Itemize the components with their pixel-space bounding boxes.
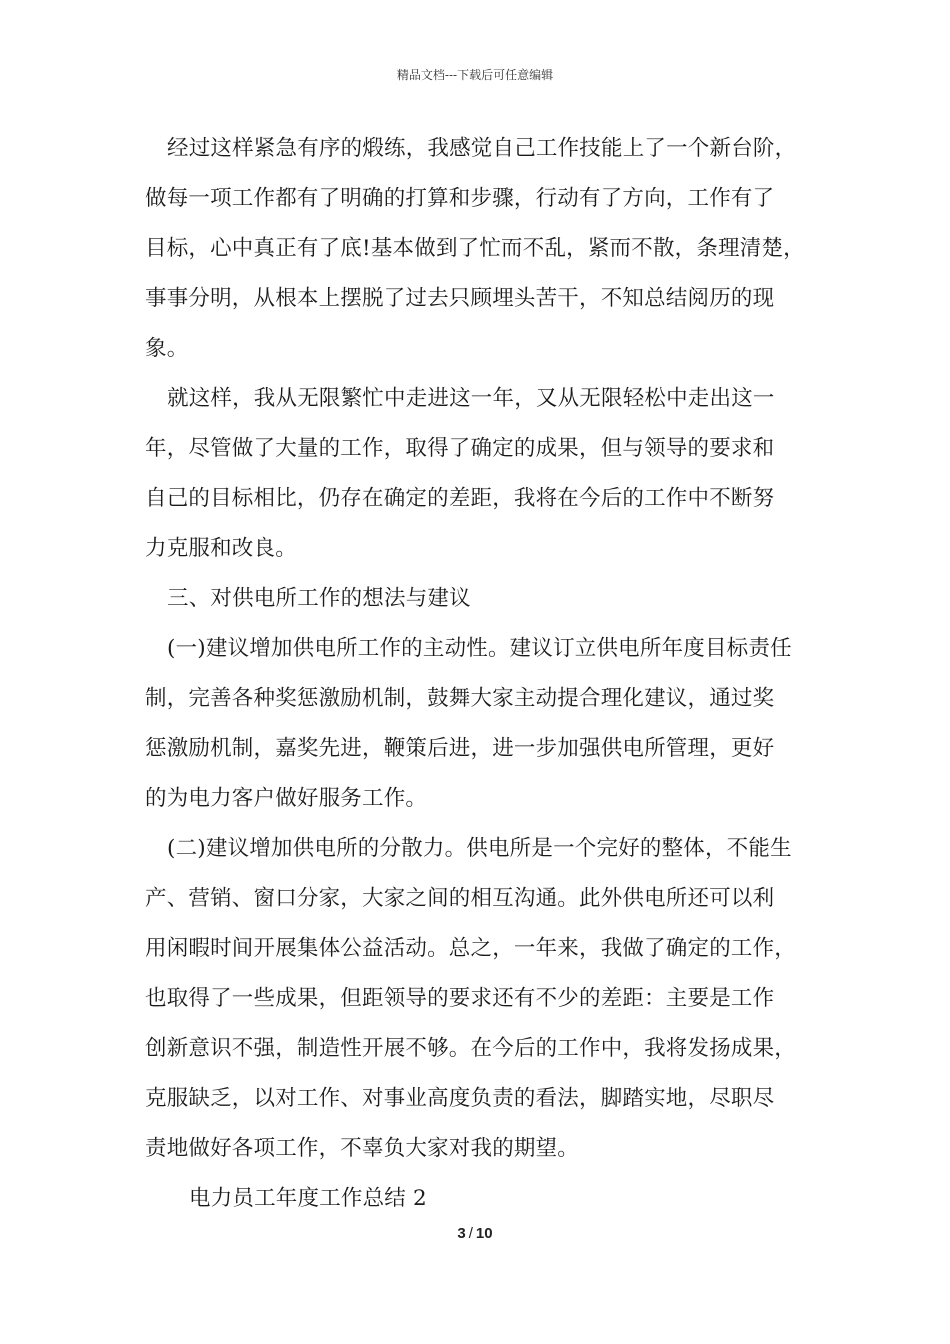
section-title (145, 1174, 815, 1224)
page-separator: / (468, 1225, 473, 1242)
text-line: (一)建议增加供电所工作的主动性。建议订立供电所年度目标责任 (167, 636, 792, 661)
text-line: 也取得了一些成果，但距领导的要求还有不少的差距：主要是工作 (145, 986, 775, 1011)
text-line: 就这样，我从无限繁忙中走进这一年，又从无限轻松中走出这一 (167, 386, 775, 411)
text-line: (二)建议增加供电所的分散力。供电所是一个完好的整体，不能生 (167, 836, 792, 861)
text-line: 年，尽管做了大量的工作，取得了确定的成果，但与领导的要求和 (145, 436, 775, 461)
text-line: 制，完善各种奖惩激励机制，鼓舞大家主动提合理化建议，通过奖 (145, 686, 775, 711)
text-line: 的为电力客户做好服务工作。 (145, 786, 428, 811)
text-line: 电力员工年度工作总结 2 (189, 1186, 427, 1211)
text-line: 创新意识不强，制造性开展不够。在今后的工作中，我将发扬成果， (145, 1036, 797, 1061)
text-line: 三、对供电所工作的想法与建议 (167, 586, 471, 611)
paragraph (145, 124, 815, 374)
text-line: 做每一项工作都有了明确的打算和步骤，行动有了方向，工作有了 (145, 186, 775, 211)
text-line: 克服缺乏，以对工作、对事业高度负责的看法，脚踏实地，尽职尽 (145, 1086, 775, 1111)
text-line: 产、营销、窗口分家，大家之间的相互沟通。此外供电所还可以利 (145, 886, 775, 911)
section-heading (145, 574, 815, 624)
text-line: 自己的目标相比，仍存在确定的差距，我将在今后的工作中不断努 (145, 486, 775, 511)
text-line: 象。 (145, 336, 189, 361)
text-line: 力克服和改良。 (145, 536, 297, 561)
total-pages: 10 (475, 1225, 493, 1242)
paragraph (145, 624, 815, 824)
paragraph (145, 824, 815, 1174)
page-number (0, 1225, 950, 1242)
paragraph (145, 374, 815, 574)
text-line: 经过这样紧急有序的煅练，我感觉自己工作技能上了一个新台阶， (167, 136, 797, 161)
current-page: 3 (457, 1225, 466, 1242)
document-body (145, 124, 815, 1224)
text-line: 事事分明，从根本上摆脱了过去只顾埋头苦干，不知总结阅历的现 (145, 286, 775, 311)
page-header: 精品文档---下载后可任意编辑 (396, 68, 554, 82)
text-line: 惩激励机制，嘉奖先进，鞭策后进，进一步加强供电所管理，更好 (145, 736, 775, 761)
text-line: 用闲暇时间开展集体公益活动。总之，一年来，我做了确定的工作， (145, 936, 797, 961)
text-line: 责地做好各项工作，不辜负大家对我的期望。 (145, 1136, 580, 1161)
text-line: 目标，心中真正有了底!基本做到了忙而不乱，紧而不散，条理清楚， (145, 236, 805, 261)
